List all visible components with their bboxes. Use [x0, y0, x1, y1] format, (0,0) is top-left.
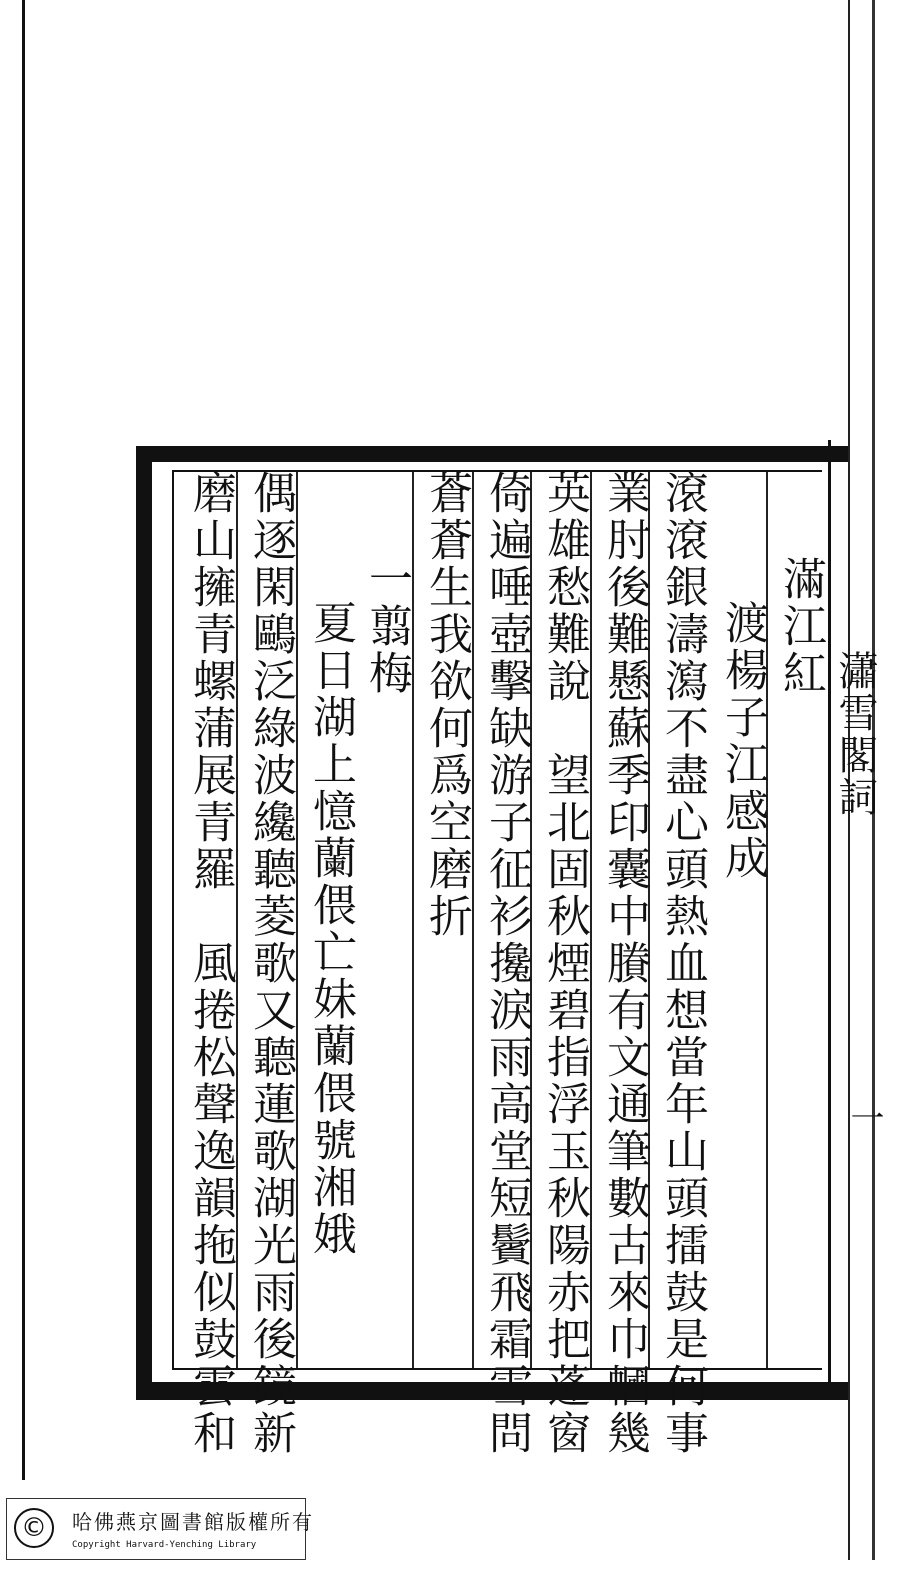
column-verse: 偶逐閑鷗泛綠波纔聽菱歌又聽蓮歌湖光雨後鏡新	[245, 470, 296, 1457]
column-poem-subtitle-1: 渡楊子江感成	[717, 600, 768, 882]
copyright-icon: ©	[14, 1508, 54, 1548]
column-poem-title-2: 一翦梅	[361, 556, 412, 697]
column-verse: 磨山擁青螺蒲展青羅 風捲松聲逸韻拖似鼓雲和	[185, 470, 236, 1457]
banner-page-number: 一	[844, 1100, 884, 1134]
page-edge-left	[22, 0, 25, 1480]
copyright-text-cn: 哈佛燕京圖書館版權所有	[72, 1510, 314, 1534]
copyright-text-en: Copyright Harvard-Yenching Library	[72, 1540, 257, 1550]
column-poem-title-1: 滿江紅	[775, 556, 826, 697]
column-verse: 滾滾銀濤瀉不盡心頭熱血想當年山頭擂鼓是何事	[657, 470, 708, 1457]
column-verse: 蒼蒼生我欲何爲空磨折	[421, 470, 472, 940]
column-verse: 英雄愁難說 望北固秋煙碧指浮玉秋陽赤把蓬窗	[539, 470, 590, 1457]
column-poem-subtitle-2: 夏日湖上憶蘭偎亡妹蘭偎號湘娥	[305, 600, 356, 1258]
column-verse: 業肘後難懸蘇季印囊中賸有文通筆數古來巾幗幾	[599, 470, 650, 1457]
column-verse: 倚遍唾壺擊缺游子征衫攙淚雨高堂短鬢飛霜雪問	[481, 470, 532, 1457]
banner-title: 瀟雪閣詞	[832, 650, 878, 818]
page-banner	[828, 440, 876, 1400]
